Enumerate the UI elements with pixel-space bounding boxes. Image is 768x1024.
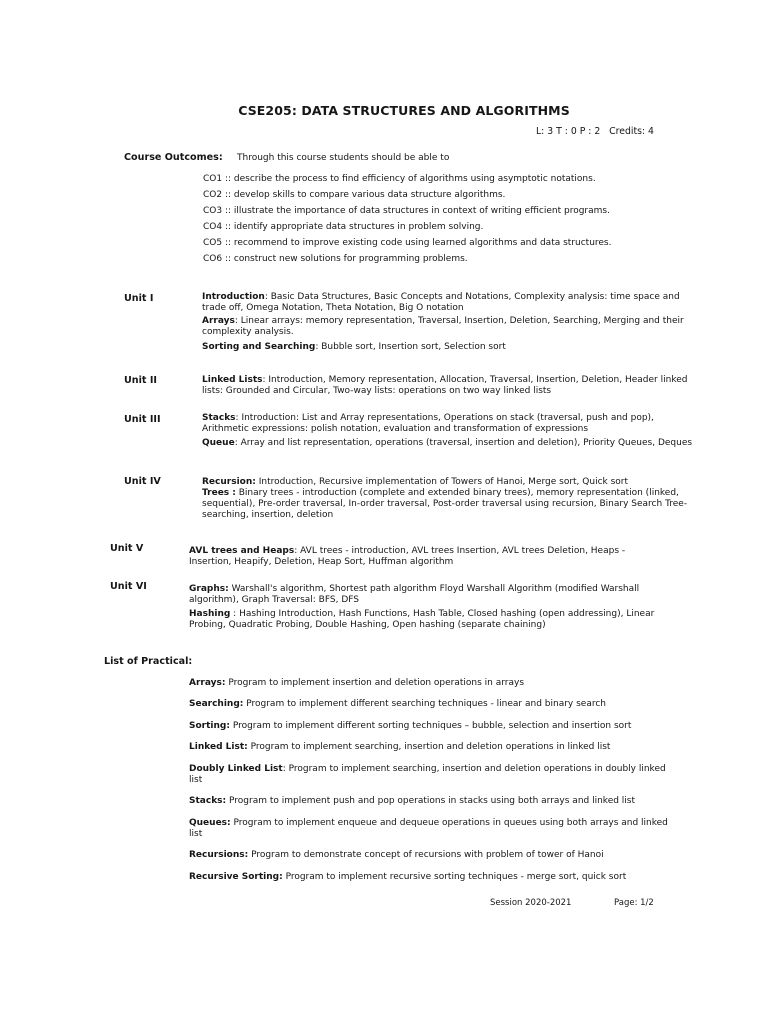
topic-text: : Basic Data Structures, Basic Concepts and Notations, Complexity analysis: time space and trade off, Omega Notation, Theta Notation, Big O notation bbox=[202, 292, 680, 313]
topic-text: : Bubble sort, Insertion sort, Selection sort bbox=[315, 342, 506, 352]
unit-content bbox=[202, 413, 697, 449]
practical-item bbox=[189, 818, 669, 840]
practical-text: Program to implement push and pop operations in stacks using both arrays and linked list bbox=[226, 796, 636, 806]
practical-text: Program to implement enqueue and dequeue operations in queues using both arrays and linked list bbox=[189, 818, 668, 839]
unit-content bbox=[202, 477, 697, 521]
unit-label: Unit III bbox=[124, 414, 161, 425]
topic-text: Introduction, Recursive implementation of Towers of Hanoi, Merge sort, Quick sort bbox=[255, 477, 629, 487]
topic-heading: Linked Lists bbox=[202, 375, 263, 385]
unit-content bbox=[189, 584, 669, 631]
course-outcome-item: CO1 :: describe the process to find efficiency of algorithms using asymptotic notations. bbox=[203, 174, 596, 184]
topic-heading: Hashing bbox=[189, 609, 231, 619]
practical-item bbox=[189, 850, 669, 861]
course-outcome-item: CO6 :: construct new solutions for programming problems. bbox=[203, 254, 468, 264]
practical-heading: Queues: bbox=[189, 818, 231, 828]
practical-heading: Linked List: bbox=[189, 742, 248, 752]
practical-heading: Sorting: bbox=[189, 721, 230, 731]
course-outcome-item: CO5 :: recommend to improve existing code using learned algorithms and data structures. bbox=[203, 238, 612, 248]
page-number: Page: 1/2 bbox=[614, 898, 654, 908]
practical-text: Program to implement different sorting techniques – bubble, selection and insertion sort bbox=[229, 721, 632, 731]
practical-item bbox=[189, 872, 669, 883]
session-label: Session 2020-2021 bbox=[490, 898, 572, 908]
topic-text: : Introduction: List and Array representations, Operations on stack (traversal, push and pop), Arithmetic expressions: polish notation, evaluation and transformation of expressions bbox=[202, 413, 654, 434]
topic-heading: Introduction bbox=[202, 292, 265, 302]
unit-content bbox=[189, 546, 669, 568]
course-outcome-item: CO3 :: illustrate the importance of data structures in context of writing efficient programs. bbox=[203, 206, 610, 216]
document-title: CSE205: DATA STRUCTURES AND ALGORITHMS bbox=[238, 103, 570, 118]
practical-item bbox=[189, 721, 669, 732]
practical-text: Program to implement recursive sorting techniques - merge sort, quick sort bbox=[282, 872, 627, 882]
practical-text: Program to implement searching, insertion and deletion operations in linked list bbox=[247, 742, 611, 752]
topic-heading: Graphs: bbox=[189, 584, 229, 594]
course-outcome-item: CO2 :: develop skills to compare various data structure algorithms. bbox=[203, 190, 506, 200]
practical-item bbox=[189, 678, 669, 689]
topic-heading: AVL trees and Heaps bbox=[189, 546, 295, 556]
course-outcomes-label: Course Outcomes: bbox=[124, 152, 223, 163]
practical-heading: Stacks: bbox=[189, 796, 227, 806]
credits-info: L: 3 T : 0 P : 2 Credits: 4 bbox=[536, 126, 654, 137]
topic-text: : Linear arrays: memory representation, Traversal, Insertion, Deletion, Searching, Merging and their complexity analysis. bbox=[202, 316, 684, 337]
unit-label: Unit IV bbox=[124, 476, 161, 487]
unit-content bbox=[202, 292, 697, 353]
practical-item bbox=[189, 796, 669, 807]
unit-label: Unit VI bbox=[110, 581, 147, 592]
practical-heading: Searching: bbox=[189, 699, 244, 709]
practical-item bbox=[189, 764, 669, 786]
unit-label: Unit II bbox=[124, 375, 157, 386]
course-outcomes-intro: Through this course students should be able to bbox=[237, 153, 450, 163]
topic-text: : AVL trees - introduction, AVL trees Insertion, AVL trees Deletion, Heaps - Insertion, Heapify, Deletion, Heap Sort, Huffman algorithm bbox=[189, 546, 626, 567]
practical-item bbox=[189, 742, 669, 753]
topic-heading: Trees : bbox=[202, 488, 236, 498]
topic-heading: Queue bbox=[202, 438, 235, 448]
practicals-label: List of Practical: bbox=[104, 656, 193, 667]
topic-heading: Recursion: bbox=[202, 477, 256, 487]
unit-content bbox=[202, 375, 697, 397]
practical-text: : Program to implement searching, insertion and deletion operations in doubly linked list bbox=[189, 764, 666, 785]
practical-heading: Doubly Linked List bbox=[189, 764, 283, 774]
practical-text: Program to implement insertion and deletion operations in arrays bbox=[225, 678, 525, 688]
course-outcome-item: CO4 :: identify appropriate data structures in problem solving. bbox=[203, 222, 484, 232]
topic-text: : Hashing Introduction, Hash Functions, Hash Table, Closed hashing (open addressing), Linear Probing, Quadratic Probing, Double Hashing, Open hashing (separate chaining) bbox=[189, 609, 655, 630]
unit-label: Unit V bbox=[110, 543, 144, 554]
practical-heading: Recursive Sorting: bbox=[189, 872, 283, 882]
practical-item bbox=[189, 699, 669, 710]
practical-text: Program to demonstrate concept of recursions with problem of tower of Hanoi bbox=[248, 850, 604, 860]
topic-heading: Stacks bbox=[202, 413, 236, 423]
topic-text: : Introduction, Memory representation, Allocation, Traversal, Insertion, Deletion, Header linked lists: Grounded and Circular, Two-way lists: operations on two way linked lists bbox=[202, 375, 688, 396]
practical-text: Program to implement different searching techniques - linear and binary search bbox=[243, 699, 607, 709]
topic-heading: Arrays bbox=[202, 316, 235, 326]
topic-heading: Sorting and Searching bbox=[202, 342, 316, 352]
topic-text: Binary trees - introduction (complete and extended binary trees), memory representation (linked, sequential), Pre-order traversal, In-order traversal, Post-order traversal using recursion, Binary Search Tree- searching, insertion, deletion bbox=[202, 488, 688, 520]
unit-label: Unit I bbox=[124, 293, 154, 304]
practical-heading: Recursions: bbox=[189, 850, 249, 860]
practical-heading: Arrays: bbox=[189, 678, 226, 688]
topic-text: : Array and list representation, operations (traversal, insertion and deletion), Priority Queues, Deques bbox=[234, 438, 693, 448]
topic-text: Warshall's algorithm, Shortest path algorithm Floyd Warshall Algorithm (modified Warshall algorithm), Graph Traversal: BFS, DFS bbox=[189, 584, 640, 605]
